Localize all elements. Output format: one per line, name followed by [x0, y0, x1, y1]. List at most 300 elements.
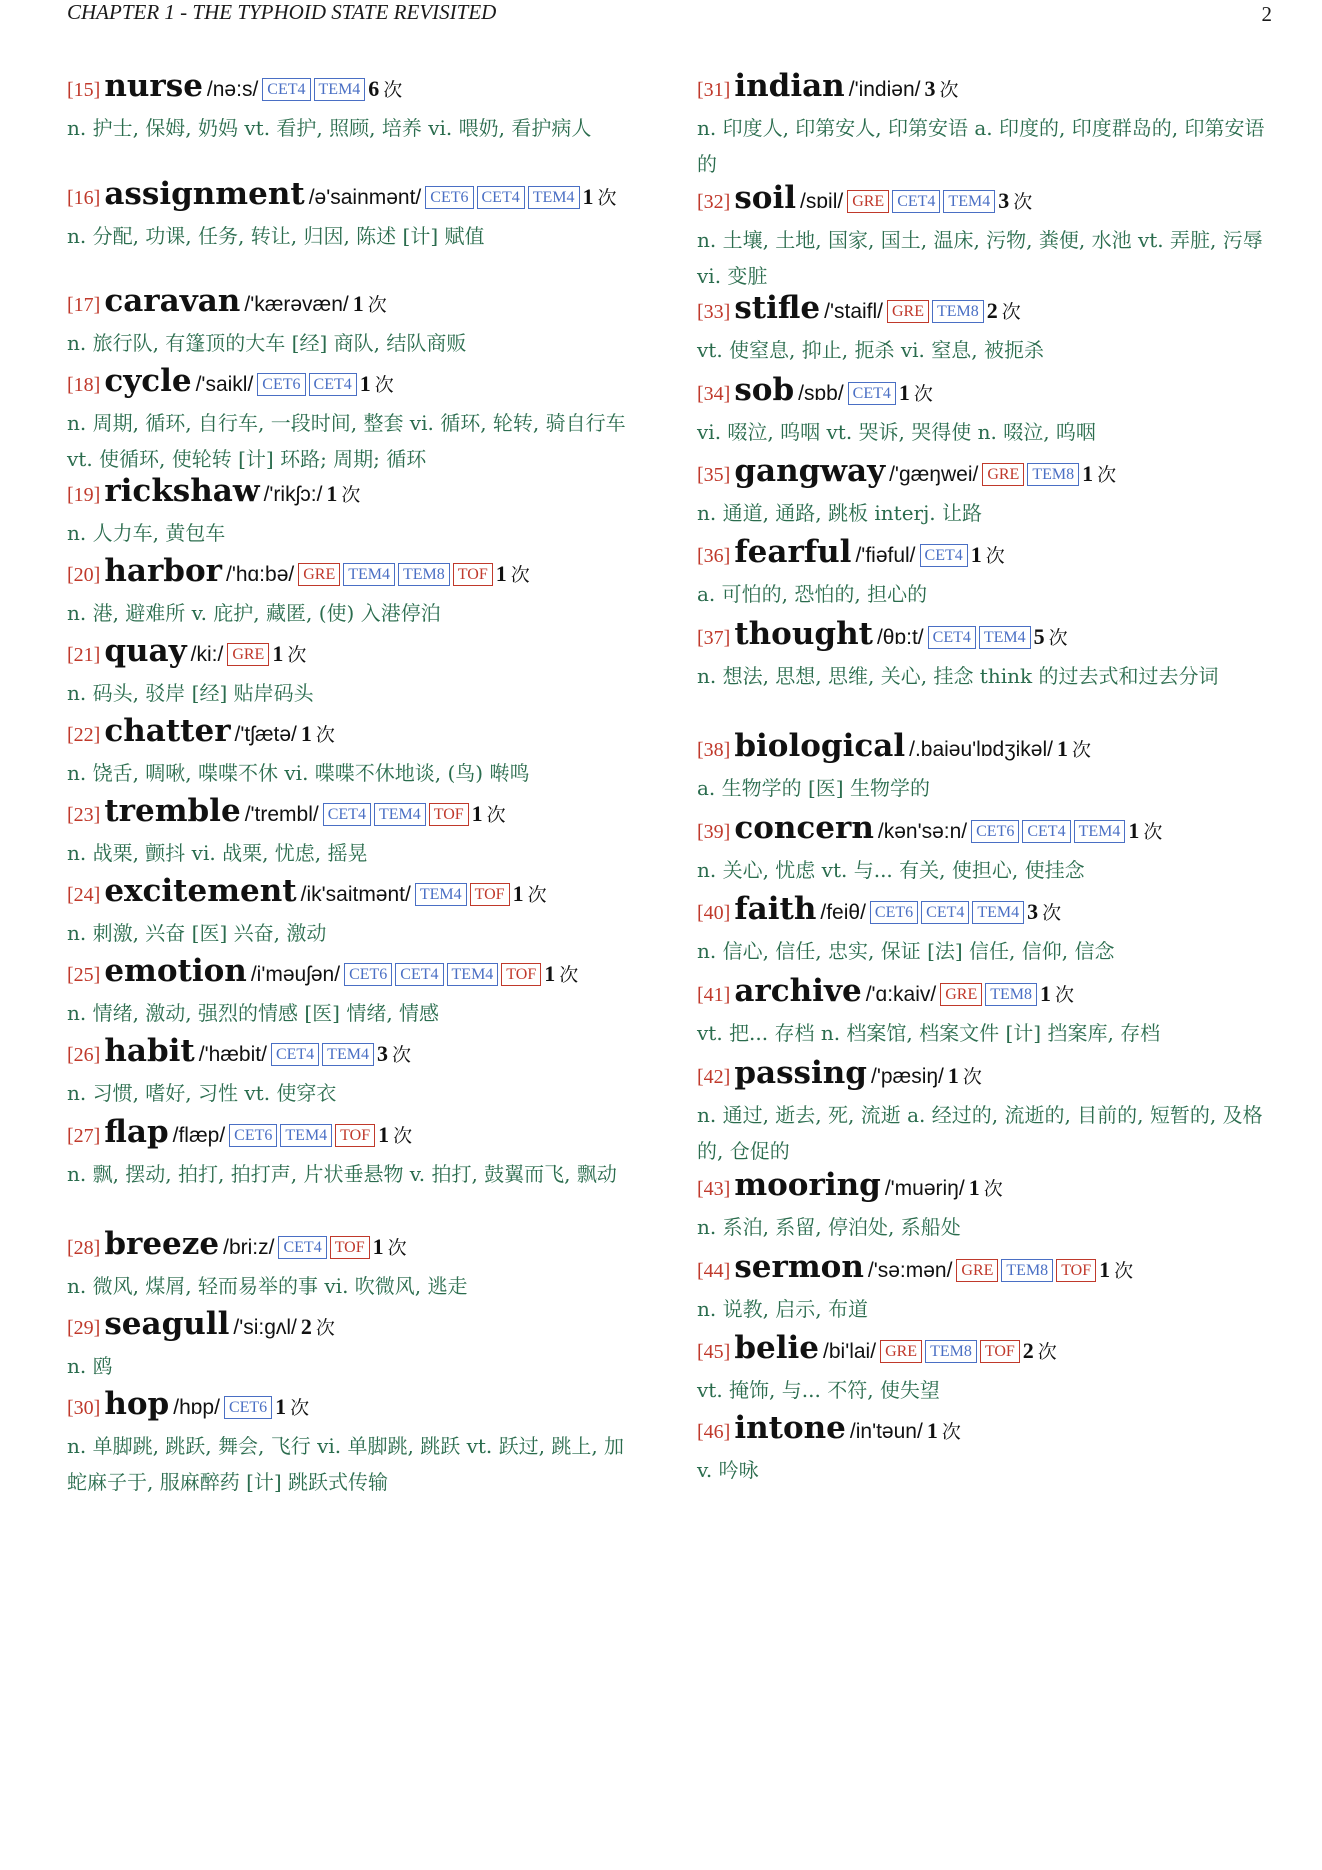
headword: fearful — [734, 534, 852, 570]
exam-tag: GRE — [887, 300, 929, 323]
entry-headline — [697, 68, 1275, 110]
headword: seagull — [104, 1306, 230, 1342]
definition: n. 系泊, 系留, 停泊处, 系船处 — [697, 1215, 961, 1239]
entry-index: [41] — [697, 984, 731, 1006]
occurrence-unit: 次 — [1037, 1341, 1057, 1363]
occurrence-unit: 次 — [391, 1044, 411, 1066]
occurrence-count: 5 — [1033, 624, 1045, 649]
entry-headline — [67, 713, 643, 755]
headword: flap — [104, 1114, 169, 1150]
exam-tag: GRE — [847, 190, 889, 213]
occurrence-count: 1 — [898, 380, 910, 405]
entry-index: [46] — [697, 1421, 731, 1443]
entry-index: [34] — [697, 383, 731, 405]
definition: vt. 掩饰, 与... 不符, 使失望 — [697, 1378, 940, 1402]
exam-tag: TEM4 — [322, 1043, 374, 1066]
occurrence-count: 1 — [372, 1234, 384, 1259]
word-entry — [697, 68, 1275, 182]
exam-tag: CET4 — [278, 1236, 326, 1259]
exam-tag: CET4 — [921, 901, 969, 924]
entry-index: [25] — [67, 964, 101, 986]
occurrence-unit: 次 — [1097, 464, 1117, 486]
word-entry — [67, 176, 643, 254]
entry-index: [20] — [67, 564, 101, 586]
headword: passing — [734, 1055, 867, 1091]
headword: concern — [734, 810, 874, 846]
word-entry — [67, 1306, 643, 1384]
occurrence-count: 2 — [300, 1314, 312, 1339]
entry-index: [29] — [67, 1317, 101, 1339]
entry-headline — [697, 891, 1275, 933]
entry-index: [18] — [67, 374, 101, 396]
occurrence-count: 2 — [1022, 1338, 1034, 1363]
entry-headline — [697, 973, 1275, 1015]
occurrence-count: 1 — [1082, 461, 1094, 486]
pronunciation: /'kærəvæn/ — [244, 293, 349, 316]
pronunciation: /'saikl/ — [195, 373, 254, 396]
occurrence-count: 1 — [1040, 981, 1052, 1006]
headword: tremble — [104, 793, 241, 829]
headword: faith — [734, 891, 817, 927]
pronunciation: /'fiəful/ — [855, 544, 916, 567]
definition: n. 港, 避难所 v. 庇护, 藏匿, (使) 入港停泊 — [67, 601, 441, 625]
occurrence-count: 1 — [926, 1418, 938, 1443]
definition: n. 印度人, 印第安人, 印第安语 a. 印度的, 印度群岛的, 印第安语的 — [697, 116, 1265, 176]
definition: n. 周期, 循环, 自行车, 一段时间, 整套 vi. 循环, 轮转, 骑自行车 vt. 使循环, 使轮转 [计] 环路; 周期; 循环 — [67, 411, 626, 471]
occurrence-count: 1 — [512, 881, 524, 906]
word-entry — [67, 68, 643, 146]
entry-headline — [67, 363, 643, 405]
chapter-title: CHAPTER 1 - THE TYPHOID STATE REVISITED — [67, 0, 497, 24]
entry-index: [22] — [67, 724, 101, 746]
entry-headline — [697, 453, 1275, 495]
exam-tag: CET6 — [870, 901, 918, 924]
occurrence-unit: 次 — [1143, 821, 1163, 843]
exam-tag: TEM8 — [925, 1340, 977, 1363]
exam-tag: TEM4 — [374, 803, 426, 826]
definition: n. 飘, 摆动, 拍打, 拍打声, 片状垂悬物 v. 拍打, 鼓翼而飞, 飘动 — [67, 1162, 617, 1186]
headword: biological — [734, 728, 906, 764]
entry-index: [15] — [67, 79, 101, 101]
definition: n. 鸥 — [67, 1354, 113, 1378]
word-entry — [67, 553, 643, 631]
exam-tag: CET6 — [229, 1124, 277, 1147]
page-header — [67, 0, 1272, 30]
word-entry — [67, 953, 643, 1031]
exam-tag: CET6 — [257, 373, 305, 396]
occurrence-count: 3 — [376, 1041, 388, 1066]
exam-tag: CET4 — [262, 78, 310, 101]
word-entry — [697, 810, 1275, 888]
definition: v. 吟咏 — [697, 1458, 759, 1482]
occurrence-unit: 次 — [939, 79, 959, 101]
word-entry — [67, 473, 643, 551]
exam-tag: GRE — [227, 643, 269, 666]
headword: gangway — [734, 453, 886, 489]
definition: n. 分配, 功课, 任务, 转让, 归因, 陈述 [计] 赋值 — [67, 224, 485, 248]
definition: a. 生物学的 [医] 生物学的 — [697, 776, 930, 800]
headword: excitement — [104, 873, 297, 909]
headword: archive — [734, 973, 862, 1009]
definition: n. 关心, 忧虑 vt. 与... 有关, 使担心, 使挂念 — [697, 858, 1085, 882]
occurrence-count: 1 — [1056, 736, 1068, 761]
occurrence-unit: 次 — [1048, 627, 1068, 649]
pronunciation: /flæp/ — [172, 1124, 226, 1147]
word-entry — [67, 633, 643, 711]
word-entry — [697, 1249, 1275, 1327]
exam-tag: TEM8 — [985, 983, 1037, 1006]
pronunciation: /'trembl/ — [244, 803, 319, 826]
exam-tag: CET4 — [271, 1043, 319, 1066]
occurrence-count: 1 — [352, 291, 364, 316]
definition: n. 战栗, 颤抖 vi. 战栗, 忧虑, 摇晃 — [67, 841, 368, 865]
occurrence-count: 1 — [300, 721, 312, 746]
headword: chatter — [104, 713, 231, 749]
word-entry — [67, 1114, 643, 1192]
pronunciation: /'rikʃɔ:/ — [263, 483, 323, 506]
pronunciation: /'gæŋwei/ — [889, 463, 979, 486]
pronunciation: /i'məuʃən/ — [250, 963, 341, 986]
occurrence-count: 3 — [998, 188, 1010, 213]
entry-headline — [67, 1226, 643, 1268]
exam-tag: TEM4 — [943, 190, 995, 213]
definition: n. 通过, 逝去, 死, 流逝 a. 经过的, 流逝的, 目前的, 短暂的, 及格的, 仓促的 — [697, 1103, 1263, 1163]
headword: harbor — [104, 553, 222, 589]
exam-tag: TEM8 — [932, 300, 984, 323]
exam-tag: TOF — [330, 1236, 370, 1259]
word-entry — [697, 453, 1275, 531]
entry-index: [35] — [697, 464, 731, 486]
word-entry — [697, 616, 1275, 694]
headword: sermon — [734, 1249, 864, 1285]
occurrence-unit: 次 — [393, 1125, 413, 1147]
headword: assignment — [104, 176, 305, 212]
pronunciation: /'indiən/ — [848, 78, 921, 101]
word-entry — [67, 1226, 643, 1304]
word-entry — [697, 180, 1275, 294]
definition: n. 旅行队, 有篷顶的大车 [经] 商队, 结队商贩 — [67, 331, 467, 355]
exam-tag: CET4 — [323, 803, 371, 826]
headword: thought — [734, 616, 873, 652]
exam-tag: CET4 — [309, 373, 357, 396]
definition: n. 情绪, 激动, 强烈的情感 [医] 情绪, 情感 — [67, 1001, 440, 1025]
exam-tag: GRE — [956, 1259, 998, 1282]
occurrence-count: 2 — [986, 298, 998, 323]
occurrence-unit: 次 — [1071, 739, 1091, 761]
exam-tag: TEM4 — [528, 186, 580, 209]
entry-index: [28] — [67, 1237, 101, 1259]
occurrence-unit: 次 — [1114, 1260, 1134, 1282]
exam-tag: TEM8 — [1001, 1259, 1053, 1282]
word-entry — [67, 713, 643, 791]
pronunciation: /ə'sainmənt/ — [308, 186, 422, 209]
exam-tag: GRE — [298, 563, 340, 586]
occurrence-count: 1 — [544, 961, 556, 986]
occurrence-count: 3 — [1027, 899, 1039, 924]
word-entry — [697, 973, 1275, 1051]
word-entry — [697, 1055, 1275, 1169]
word-entry — [67, 1033, 643, 1111]
occurrence-unit: 次 — [374, 374, 394, 396]
headword: caravan — [104, 283, 241, 319]
word-entry — [67, 1386, 643, 1500]
entry-index: [24] — [67, 884, 101, 906]
entry-headline — [67, 873, 643, 915]
definition: n. 单脚跳, 跳跃, 舞会, 飞行 vi. 单脚跳, 跳跃 vt. 跃过, 跳上, 加蛇麻子于, 服麻醉药 [计] 跳跃式传输 — [67, 1434, 625, 1494]
page-number: 2 — [1261, 2, 1272, 26]
entry-headline — [67, 176, 643, 218]
entry-headline — [697, 180, 1275, 222]
exam-tag: CET6 — [224, 1396, 272, 1419]
entry-index: [38] — [697, 739, 731, 761]
exam-tag: GRE — [982, 463, 1024, 486]
pronunciation: /ik'saitmənt/ — [300, 883, 411, 906]
occurrence-count: 1 — [471, 801, 483, 826]
word-entry — [697, 534, 1275, 612]
entry-index: [17] — [67, 294, 101, 316]
pronunciation: /'ɑ:kaiv/ — [865, 983, 937, 1006]
exam-tag: CET6 — [344, 963, 392, 986]
pronunciation: /hɒp/ — [173, 1396, 220, 1419]
definition: n. 微风, 煤屑, 轻而易举的事 vi. 吹微风, 逃走 — [67, 1274, 468, 1298]
occurrence-unit: 次 — [367, 294, 387, 316]
occurrence-unit: 次 — [983, 1178, 1003, 1200]
entry-index: [45] — [697, 1341, 731, 1363]
pronunciation: /sɒb/ — [798, 382, 844, 405]
occurrence-unit: 次 — [387, 1237, 407, 1259]
headword: sob — [734, 372, 795, 408]
entry-headline — [67, 1033, 643, 1075]
definition: n. 习惯, 嗜好, 习性 vt. 使穿衣 — [67, 1081, 337, 1105]
definition: n. 人力车, 黄包车 — [67, 521, 226, 545]
occurrence-unit: 次 — [985, 545, 1005, 567]
pronunciation: /'si:gʌl/ — [233, 1316, 297, 1339]
entry-index: [39] — [697, 821, 731, 843]
entry-index: [27] — [67, 1125, 101, 1147]
exam-tag: TOF — [980, 1340, 1020, 1363]
entry-headline — [697, 1167, 1275, 1209]
occurrence-unit: 次 — [486, 804, 506, 826]
entry-index: [26] — [67, 1044, 101, 1066]
exam-tag: TOF — [335, 1124, 375, 1147]
pronunciation: /sɒil/ — [800, 190, 844, 213]
exam-tag: TOF — [429, 803, 469, 826]
entry-headline — [697, 290, 1275, 332]
exam-tag: TEM4 — [972, 901, 1024, 924]
entry-headline — [67, 473, 643, 515]
occurrence-unit: 次 — [287, 644, 307, 666]
pronunciation: /kən'sə:n/ — [877, 820, 968, 843]
entry-index: [44] — [697, 1260, 731, 1282]
exam-tag: TEM8 — [1027, 463, 1079, 486]
occurrence-unit: 次 — [315, 724, 335, 746]
entry-headline — [697, 372, 1275, 414]
headword: quay — [104, 633, 187, 669]
exam-tag: TEM4 — [280, 1124, 332, 1147]
exam-tag: TEM4 — [1074, 820, 1126, 843]
pronunciation: /'pæsiŋ/ — [871, 1065, 944, 1088]
entry-index: [42] — [697, 1066, 731, 1088]
exam-tag: GRE — [940, 983, 982, 1006]
occurrence-count: 1 — [378, 1122, 390, 1147]
word-entry — [67, 793, 643, 871]
entry-headline — [67, 283, 643, 325]
pronunciation: /'muəriŋ/ — [884, 1177, 965, 1200]
headword: intone — [734, 1410, 846, 1446]
definition: n. 信心, 信任, 忠实, 保证 [法] 信任, 信仰, 信念 — [697, 939, 1115, 963]
entry-index: [40] — [697, 902, 731, 924]
entry-headline — [697, 1410, 1275, 1452]
occurrence-unit: 次 — [962, 1066, 982, 1088]
headword: hop — [104, 1386, 170, 1422]
exam-tag: GRE — [880, 1340, 922, 1363]
exam-tag: TEM4 — [447, 963, 499, 986]
entry-index: [32] — [697, 191, 731, 213]
pronunciation: /'sə:mən/ — [867, 1259, 953, 1282]
definition: n. 刺激, 兴奋 [医] 兴奋, 激动 — [67, 921, 327, 945]
exam-tag: TOF — [1056, 1259, 1096, 1282]
pronunciation: /bri:z/ — [223, 1236, 275, 1259]
word-entry — [697, 728, 1275, 806]
definition: n. 码头, 驳岸 [经] 贴岸码头 — [67, 681, 314, 705]
entry-headline — [67, 1306, 643, 1348]
pronunciation: /bi'lai/ — [823, 1340, 877, 1363]
occurrence-unit: 次 — [913, 383, 933, 405]
exam-tag: CET6 — [425, 186, 473, 209]
exam-tag: CET4 — [848, 382, 896, 405]
entry-headline — [697, 810, 1275, 852]
occurrence-count: 1 — [495, 561, 507, 586]
entry-headline — [697, 1330, 1275, 1372]
occurrence-count: 6 — [368, 76, 380, 101]
word-entry — [697, 1167, 1275, 1245]
exam-tag: TEM8 — [398, 563, 450, 586]
entry-index: [31] — [697, 79, 731, 101]
occurrence-unit: 次 — [383, 79, 403, 101]
word-entry — [697, 1410, 1275, 1488]
occurrence-unit: 次 — [527, 884, 547, 906]
occurrence-unit: 次 — [510, 564, 530, 586]
pronunciation: /'hɑ:bə/ — [225, 563, 295, 586]
exam-tag: CET4 — [1022, 820, 1070, 843]
occurrence-count: 1 — [970, 542, 982, 567]
occurrence-unit: 次 — [290, 1397, 310, 1419]
definition: vt. 使窒息, 抑止, 扼杀 vi. 窒息, 被扼杀 — [697, 338, 1044, 362]
pronunciation: /in'təun/ — [849, 1420, 923, 1443]
headword: cycle — [104, 363, 192, 399]
pronunciation: /.baiəu'lɒdʒikəl/ — [909, 738, 1053, 761]
entry-headline — [67, 68, 643, 110]
exam-tag: CET4 — [920, 544, 968, 567]
definition: n. 土壤, 土地, 国家, 国土, 温床, 污物, 粪便, 水池 vt. 弄脏, 污辱 vi. 变脏 — [697, 228, 1263, 288]
exam-tag: CET4 — [395, 963, 443, 986]
pronunciation: /nə:s/ — [206, 78, 259, 101]
headword: soil — [734, 180, 797, 216]
pronunciation: /feiθ/ — [820, 901, 866, 924]
entry-index: [37] — [697, 627, 731, 649]
exam-tag: TEM4 — [314, 78, 366, 101]
word-entry — [697, 891, 1275, 969]
entry-headline — [67, 633, 643, 675]
word-entry — [697, 290, 1275, 368]
headword: indian — [734, 68, 845, 104]
entry-index: [16] — [67, 187, 101, 209]
exam-tag: TEM4 — [979, 626, 1031, 649]
occurrence-count: 1 — [275, 1394, 287, 1419]
entry-headline — [67, 553, 643, 595]
exam-tag: TOF — [501, 963, 541, 986]
entry-index: [43] — [697, 1178, 731, 1200]
headword: nurse — [104, 68, 203, 104]
occurrence-count: 1 — [1128, 818, 1140, 843]
occurrence-unit: 次 — [341, 484, 361, 506]
pronunciation: /'hæbit/ — [198, 1043, 267, 1066]
exam-tag: CET4 — [477, 186, 525, 209]
entry-headline — [67, 1114, 643, 1156]
entry-index: [19] — [67, 484, 101, 506]
occurrence-unit: 次 — [1013, 191, 1033, 213]
entry-headline — [697, 616, 1275, 658]
headword: emotion — [104, 953, 247, 989]
entry-headline — [67, 1386, 643, 1428]
exam-tag: TOF — [470, 883, 510, 906]
headword: belie — [734, 1330, 820, 1366]
exam-tag: TOF — [453, 563, 493, 586]
occurrence-count: 1 — [968, 1175, 980, 1200]
entry-index: [33] — [697, 301, 731, 323]
entry-headline — [67, 793, 643, 835]
word-entry — [697, 372, 1275, 450]
occurrence-unit: 次 — [941, 1421, 961, 1443]
entry-index: [21] — [67, 644, 101, 666]
definition: n. 通道, 通路, 跳板 interj. 让路 — [697, 501, 983, 525]
occurrence-unit: 次 — [1042, 902, 1062, 924]
entry-index: [36] — [697, 545, 731, 567]
occurrence-unit: 次 — [597, 187, 617, 209]
headword: breeze — [104, 1226, 220, 1262]
headword: habit — [104, 1033, 195, 1069]
occurrence-unit: 次 — [315, 1317, 335, 1339]
entry-headline — [697, 534, 1275, 576]
word-entry — [67, 873, 643, 951]
occurrence-unit: 次 — [1055, 984, 1075, 1006]
entry-headline — [697, 1249, 1275, 1291]
occurrence-unit: 次 — [559, 964, 579, 986]
entry-headline — [697, 728, 1275, 770]
headword: stifle — [734, 290, 821, 326]
occurrence-count: 1 — [326, 481, 338, 506]
entry-index: [23] — [67, 804, 101, 826]
pronunciation: /'staifl/ — [824, 300, 883, 323]
exam-tag: CET6 — [971, 820, 1019, 843]
definition: n. 护士, 保姆, 奶妈 vt. 看护, 照顾, 培养 vi. 喂奶, 看护病人 — [67, 116, 592, 140]
entry-index: [30] — [67, 1397, 101, 1419]
definition: vi. 啜泣, 呜咽 vt. 哭诉, 哭得使 n. 啜泣, 呜咽 — [697, 420, 1096, 444]
word-entry — [67, 283, 643, 361]
occurrence-count: 1 — [359, 371, 371, 396]
pronunciation: /'tʃætə/ — [234, 723, 297, 746]
definition: a. 可怕的, 恐怕的, 担心的 — [697, 582, 928, 606]
headword: rickshaw — [104, 473, 260, 509]
occurrence-count: 1 — [272, 641, 284, 666]
occurrence-unit: 次 — [1001, 301, 1021, 323]
occurrence-count: 3 — [924, 76, 936, 101]
headword: mooring — [734, 1167, 881, 1203]
occurrence-count: 1 — [582, 184, 594, 209]
occurrence-count: 1 — [1099, 1257, 1111, 1282]
definition: n. 想法, 思想, 思维, 关心, 挂念 think 的过去式和过去分词 — [697, 664, 1219, 688]
exam-tag: TEM4 — [415, 883, 467, 906]
